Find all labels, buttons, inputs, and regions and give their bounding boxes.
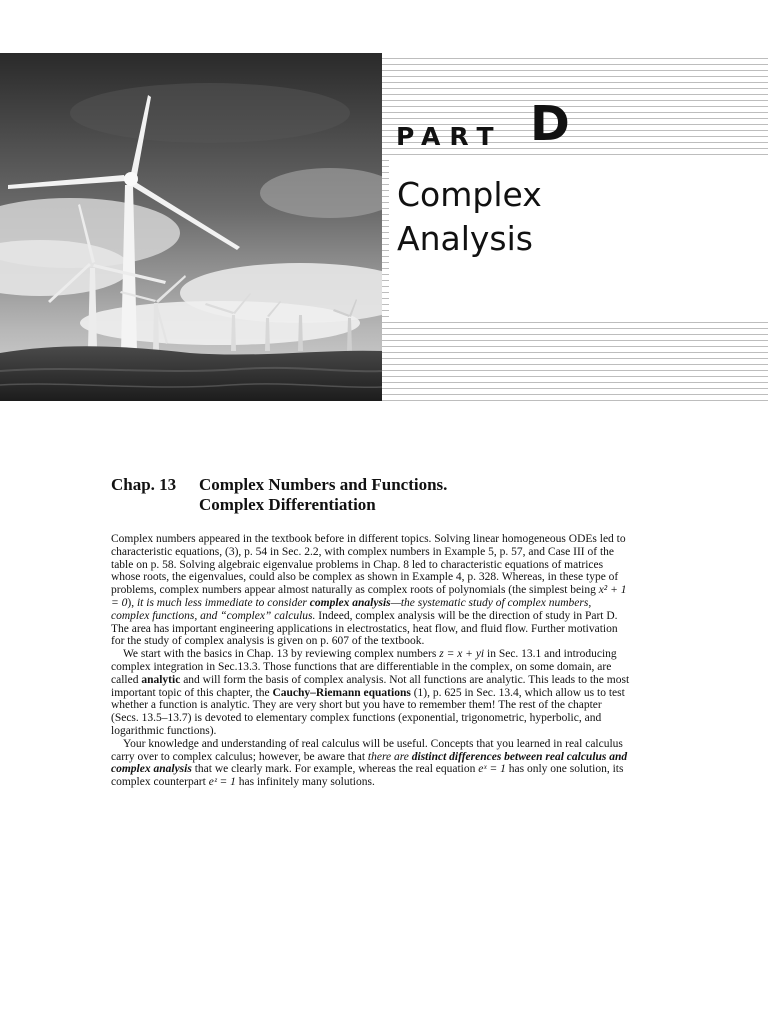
text: (1), p. 625 in Sec. 13.4, which allow us to test whether a function is analytic. They are very short but you have to remember them! The rest of the chapter (Secs. 13.5–13.7) is devoted to elementary complex functions (exponential, trigonometric, hyperbolic, and logarithmic functions).: [111, 686, 625, 737]
emphasis: there are: [367, 750, 412, 763]
key-term: analytic: [141, 673, 181, 686]
math: eᶻ = 1: [208, 776, 236, 789]
emphasis: —the systematic study of complex numbers, complex functions, and “complex” calculus.: [111, 596, 592, 622]
text: in Sec. 13.1 and introducing complex integration in Sec.13.3. Those functions that are differentiable in the complex, on some domain, are called: [111, 648, 617, 686]
chapter-title-line-1: Complex Numbers and Functions.: [199, 475, 448, 494]
part-label: PART: [396, 122, 503, 151]
chapter-intro: [111, 533, 632, 789]
text: ),: [127, 596, 137, 609]
text: Indeed, complex analysis will be the direction of study in Part D. The area has important engineering applications in electrostatics, heat flow, and fluid flow. Further motivation for the study of complex analysis is given on p. 607 of the textbook.: [111, 609, 618, 648]
key-term: complex analysis: [309, 596, 391, 609]
paragraph-2: [111, 648, 632, 738]
text: that we clearly mark. For example, whereas the real equation: [191, 763, 479, 776]
part-banner: [0, 53, 768, 401]
key-term: distinct differences between real calculus and complex analysis: [111, 750, 628, 776]
chapter-title: [199, 475, 659, 515]
chapter-number: Chap. 13: [111, 475, 177, 494]
text: has infinitely many solutions.: [235, 776, 375, 789]
text: Your knowledge and understanding of real calculus will be useful. Concepts that you learned in real calculus carry over to complex calculus; however, be aware that: [111, 737, 623, 763]
text: We start with the basics in Chap. 13 by reviewing complex numbers: [123, 648, 440, 661]
part-letter: D: [530, 96, 570, 152]
paragraph-1: [111, 533, 632, 648]
part-title-line-1: Complex: [397, 175, 542, 214]
emphasis: it is much less immediate to consider: [136, 596, 310, 609]
math: eˣ = 1: [478, 763, 506, 776]
text: and will form the basis of complex analysis. Not all functions are analytic. This leads to the most important topic of this chapter, the: [111, 673, 630, 699]
math: x² + 1 = 0: [111, 584, 627, 609]
key-term: Cauchy–Riemann equations: [272, 686, 411, 699]
math: z = x + yi: [439, 648, 485, 661]
part-title-line-2: Analysis: [397, 219, 533, 258]
text: Complex numbers appeared in the textbook before in different topics. Solving linear homogeneous ODEs led to characteristic equations, (3), p. 54 in Sec. 2.2, with complex numbers in Example 5, p. 57, and Case III of the table on p. 58. Solving algebraic eigenvalue problems in Chap. 8 led to characteristic equations of matrices whose roots, the eigenvalues, could also be complex as shown in Example 4, p. 328. Whereas, in these type of problems, complex numbers appear almost naturally as complex roots of polynomials (the simplest being: [111, 533, 626, 597]
chapter-title-line-2: Complex Differentiation: [199, 495, 376, 514]
wind-turbine-photo: [0, 53, 382, 401]
text: has only one solution, its complex counterpart: [111, 763, 624, 789]
paragraph-3: [111, 738, 632, 789]
part-title: [397, 173, 542, 261]
wind-turbine-icon: [0, 53, 382, 401]
